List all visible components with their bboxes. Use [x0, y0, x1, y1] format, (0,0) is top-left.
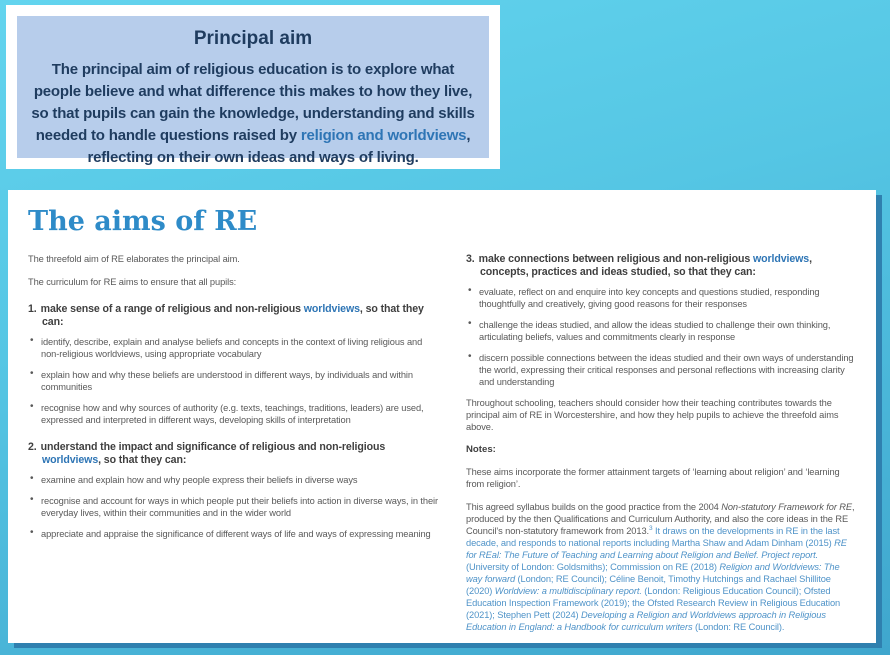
- left-column: [28, 253, 440, 644]
- report-title-italic: Worldview: a multidisciplinary report.: [494, 586, 642, 596]
- aim-3-heading: [466, 253, 856, 279]
- report-title-italic: Developing a Religion and Worldviews approach in Religious Education in England: a Handbook for curriculum writers: [466, 610, 826, 632]
- aim-3-title-end: , concepts, practices and ideas studied, so that they can:: [480, 253, 812, 278]
- right-column: [466, 253, 856, 644]
- page-title: The aims of RE: [28, 206, 258, 237]
- worldviews-link-3[interactable]: worldviews: [752, 253, 810, 265]
- aim-2-title-start: understand the impact and significance of religious and non-religious: [40, 441, 386, 453]
- attainment-targets-paragraph: These aims incorporate the former attainment targets of ‘learning about religion’ and ‘learning from religion’.: [466, 467, 840, 489]
- report-title-italic: RE for REal: The Future of Teaching and Learning about Religion and Belief. Project report.: [466, 538, 847, 560]
- aim-2-number: 2.: [28, 441, 37, 453]
- syllabus-references-paragraph: [466, 501, 856, 633]
- footnote-marker-3: 3: [649, 524, 653, 532]
- religion-and-worldviews-link[interactable]: religion and worldviews: [300, 127, 467, 144]
- worldviews-link-2[interactable]: worldviews: [42, 454, 99, 466]
- aim-3-title-start: make connections between religious and non-religious: [478, 253, 753, 265]
- principal-aim-text: [27, 59, 479, 169]
- aim-1-title-start: make sense of a range of religious and non-religious: [40, 303, 304, 315]
- bullet-item: • explain how and why these beliefs are understood in different ways, by individuals and within communities: [28, 369, 440, 393]
- bullet-item: • discern possible connections between the ideas studied and their own ways of understanding the world, expressing their critical responses and personal reflections with increasing clarity and understanding: [466, 352, 856, 388]
- intro-curriculum: The curriculum for RE aims to ensure that all pupils:: [28, 277, 237, 287]
- principal-aim-box: [6, 5, 500, 169]
- report-title-italic: Religion and Worldviews: The way forward: [466, 562, 840, 584]
- aim-1-title-end: , so that they can:: [42, 303, 424, 328]
- worldviews-link-1[interactable]: worldviews: [303, 303, 360, 315]
- two-column-layout: [28, 253, 856, 644]
- syllabus-text: , produced by the then Qualifications and Curriculum Authority, and also the core ideas in the RE Council’s non-statutory framework from 2013.: [466, 502, 855, 536]
- syllabus-text: This agreed syllabus builds on the good practice from the 2004: [466, 502, 722, 512]
- principal-aim-text-end: , reflecting on their own ideas and ways of living.: [87, 127, 471, 166]
- bullet-item: • evaluate, reflect on and enquire into key concepts and questions studied, responding thoughtfully and creatively, giving good reasons for their responses: [466, 286, 856, 310]
- intro-threefold: The threefold aim of RE elaborates the principal aim.: [28, 254, 240, 264]
- principal-aim-text-start: The principal aim of religious education is to explore what people believe and what difference this makes to how they live, so that pupils can gain the knowledge, understanding and skills needed to handle questions raised by: [31, 61, 475, 144]
- framework-title-italic: Non-statutory Framework for RE: [721, 502, 853, 512]
- aim-2-title-end: , so that they can:: [98, 454, 187, 466]
- notes-label: Notes:: [466, 444, 496, 455]
- aim-1: [28, 303, 440, 426]
- principal-aim-title: Principal aim: [193, 28, 313, 49]
- references-text: It draws on the developments in RE in the last decade, and responds to national reports including Martha Shaw and Adam Dinham (2015): [466, 526, 840, 548]
- aim-2-bullets: [28, 474, 440, 540]
- aim-1-number: 1.: [28, 303, 37, 315]
- references-text: (London; RE Council); Céline Benoit, Timothy Hutchings and Rachael Shillitoe (2020): [466, 574, 831, 596]
- references-text: (London: Religious Education Council); Ofsted Education Inspection Framework (2019); the Ofsted Research Review in Religious Education (2021); Stephen Pett (2024): [466, 586, 841, 620]
- bullet-item: • appreciate and appraise the significance of different ways of life and ways of expressing meaning: [28, 528, 440, 540]
- aim-3: [466, 253, 856, 388]
- bullet-item: • recognise and account for ways in which people put their beliefs into action in diverse ways, in their everyday lives, within their communities and in the wider world: [28, 495, 440, 519]
- references-text: (University of London: Goldsmiths); Commission on RE (2018): [466, 562, 720, 572]
- principal-aim-box-inner: [17, 16, 489, 166]
- aim-2: [28, 441, 440, 540]
- throughout-schooling-paragraph: Throughout schooling, teachers should consider how their teaching contributes towards the principal aim of RE in Worcestershire, and how they help pupils to achieve the threefold aims above.: [466, 398, 839, 432]
- aim-3-number: 3.: [466, 253, 475, 265]
- bullet-item: • identify, describe, explain and analyse beliefs and concepts in the context of living religious and non-religious worldviews, using appropriate vocabulary: [28, 336, 440, 360]
- aim-1-heading: [28, 303, 440, 329]
- aims-of-re-panel: [8, 190, 876, 643]
- bullet-item: • recognise how and why sources of authority (e.g. texts, teachings, traditions, leaders) are used, expressed and interpreted in different ways, developing skills of interpretation: [28, 402, 440, 426]
- aim-2-heading: [28, 441, 440, 467]
- aim-1-bullets: [28, 336, 440, 426]
- bullet-item: • examine and explain how and why people express their beliefs in diverse ways: [28, 474, 440, 486]
- references-text: (London: RE Council).: [692, 622, 785, 632]
- aim-3-bullets: [466, 286, 856, 388]
- bullet-item: • challenge the ideas studied, and allow the ideas studied to challenge their own thinking, articulating beliefs, values and commitments clearly in response: [466, 319, 856, 343]
